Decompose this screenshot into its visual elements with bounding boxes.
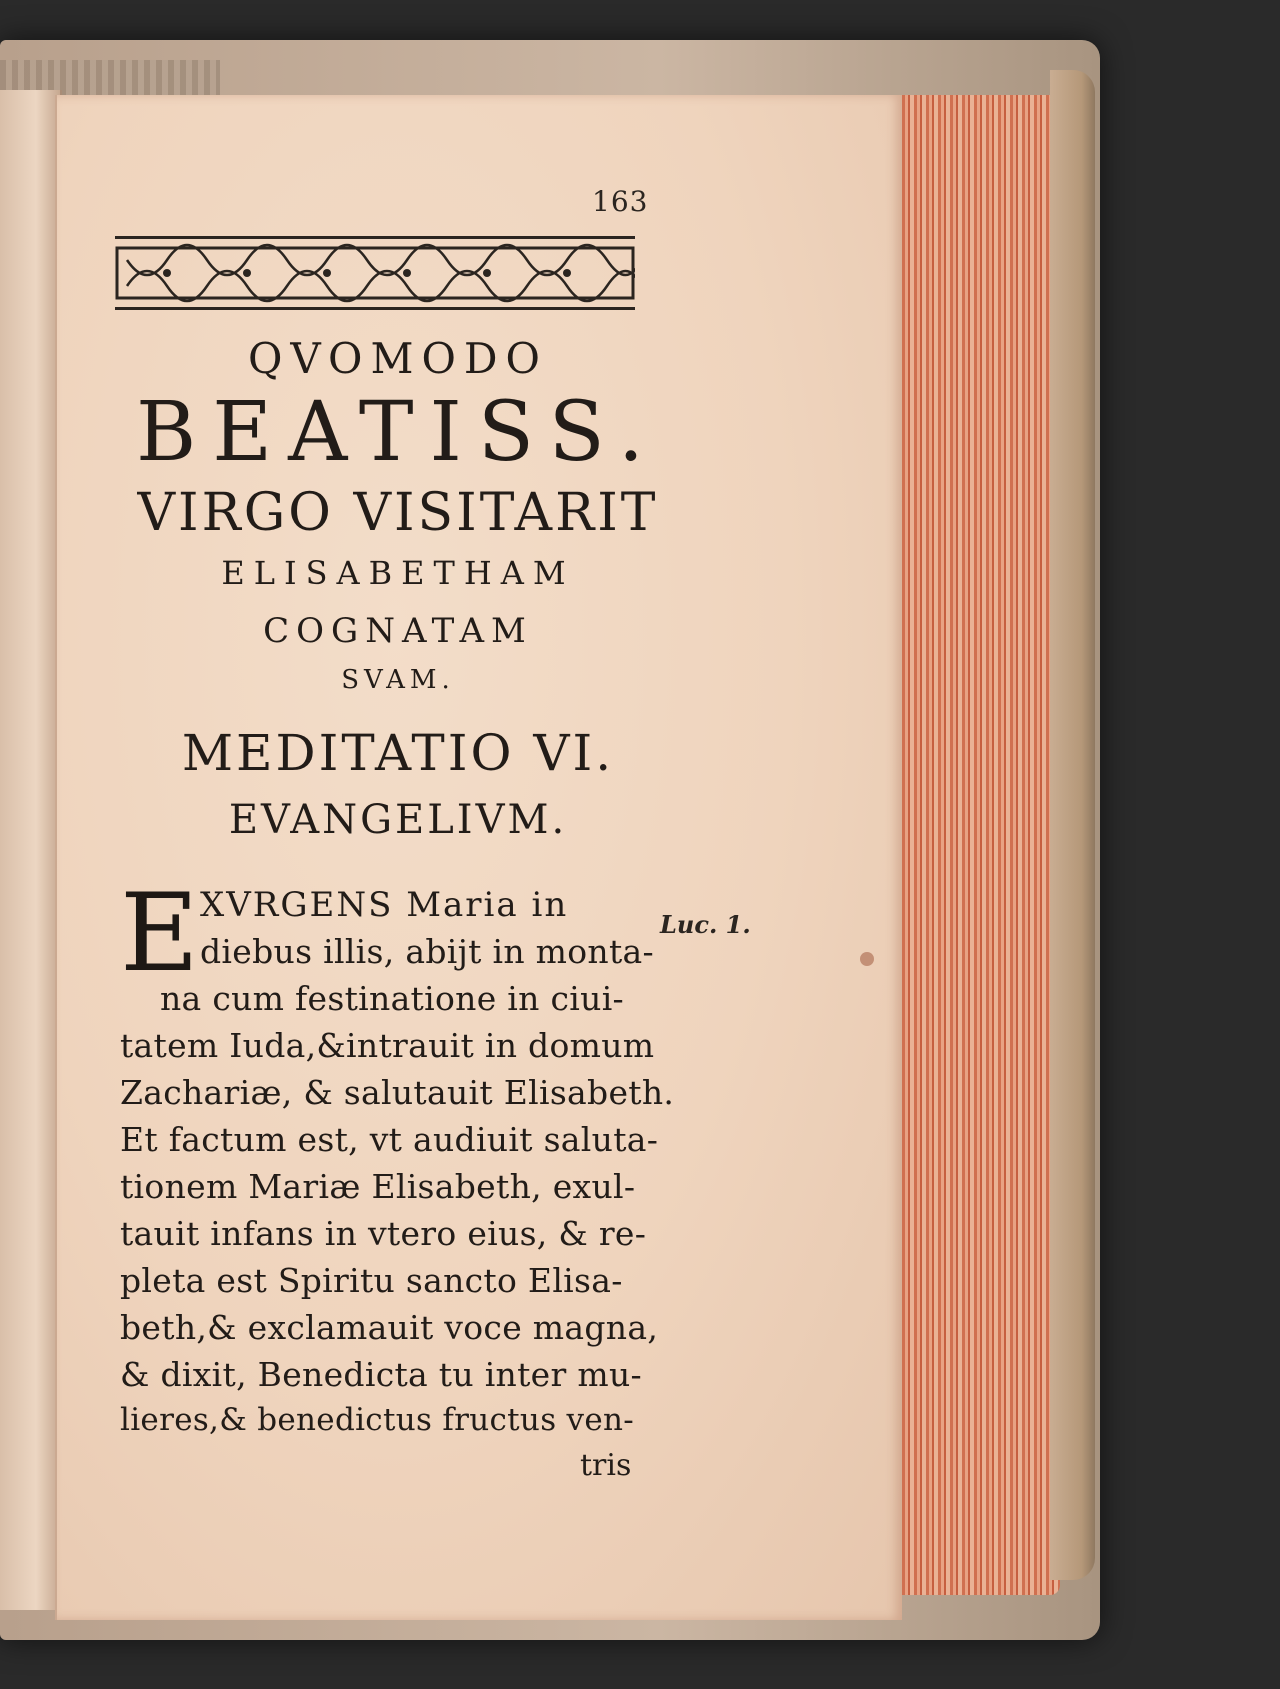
body-first-line: XVRGENS Maria in: [200, 885, 569, 925]
body-line: pleta est Spiritu sancto Elisa-: [120, 1261, 623, 1300]
cover-edge: [1050, 70, 1095, 1580]
section-subtitle: EVANGELIVM.: [228, 797, 568, 843]
title-line-6: SVAM.: [341, 665, 455, 695]
section-title: MEDITATIO VI.: [181, 724, 615, 782]
headpiece-ornament: [115, 236, 635, 310]
catchword: tris: [580, 1448, 632, 1483]
body-line: lieres,& benedictus fructus ven-: [120, 1402, 635, 1438]
body-line: tionem Mariæ Elisabeth, exul-: [120, 1167, 636, 1206]
body-line: & dixit, Benedicta tu inter mu-: [120, 1355, 642, 1394]
body-line: na cum festinatione in ciui-: [160, 979, 625, 1018]
body-line: Zachariæ, & salutauit Elisabeth.: [120, 1073, 675, 1112]
page-number: 163: [592, 185, 649, 218]
left-page-edge: [0, 90, 62, 1610]
page-stack-edges: [890, 95, 1060, 1595]
title-line-1: QVOMODO: [247, 334, 548, 383]
title-line-3: VIRGO VISITARIT: [137, 483, 659, 543]
body-line: beth,& exclamauit voce magna,: [120, 1308, 659, 1347]
paper-stain: [860, 952, 874, 966]
body-line: tatem Iuda,&intrauit in domum: [120, 1026, 655, 1065]
body-line: tauit infans in vtero eius, & re-: [120, 1214, 647, 1253]
title-line-4: ELISABETHAM: [221, 554, 575, 592]
margin-note: Luc. 1.: [660, 910, 751, 939]
body-line: diebus illis, abijt in monta-: [200, 932, 654, 971]
title-line-5: COGNATAM: [263, 611, 533, 651]
drop-cap: E: [120, 871, 199, 996]
title-line-2: BEATISS.: [136, 385, 660, 480]
body-line: Et factum est, vt audiuit saluta-: [120, 1120, 659, 1159]
